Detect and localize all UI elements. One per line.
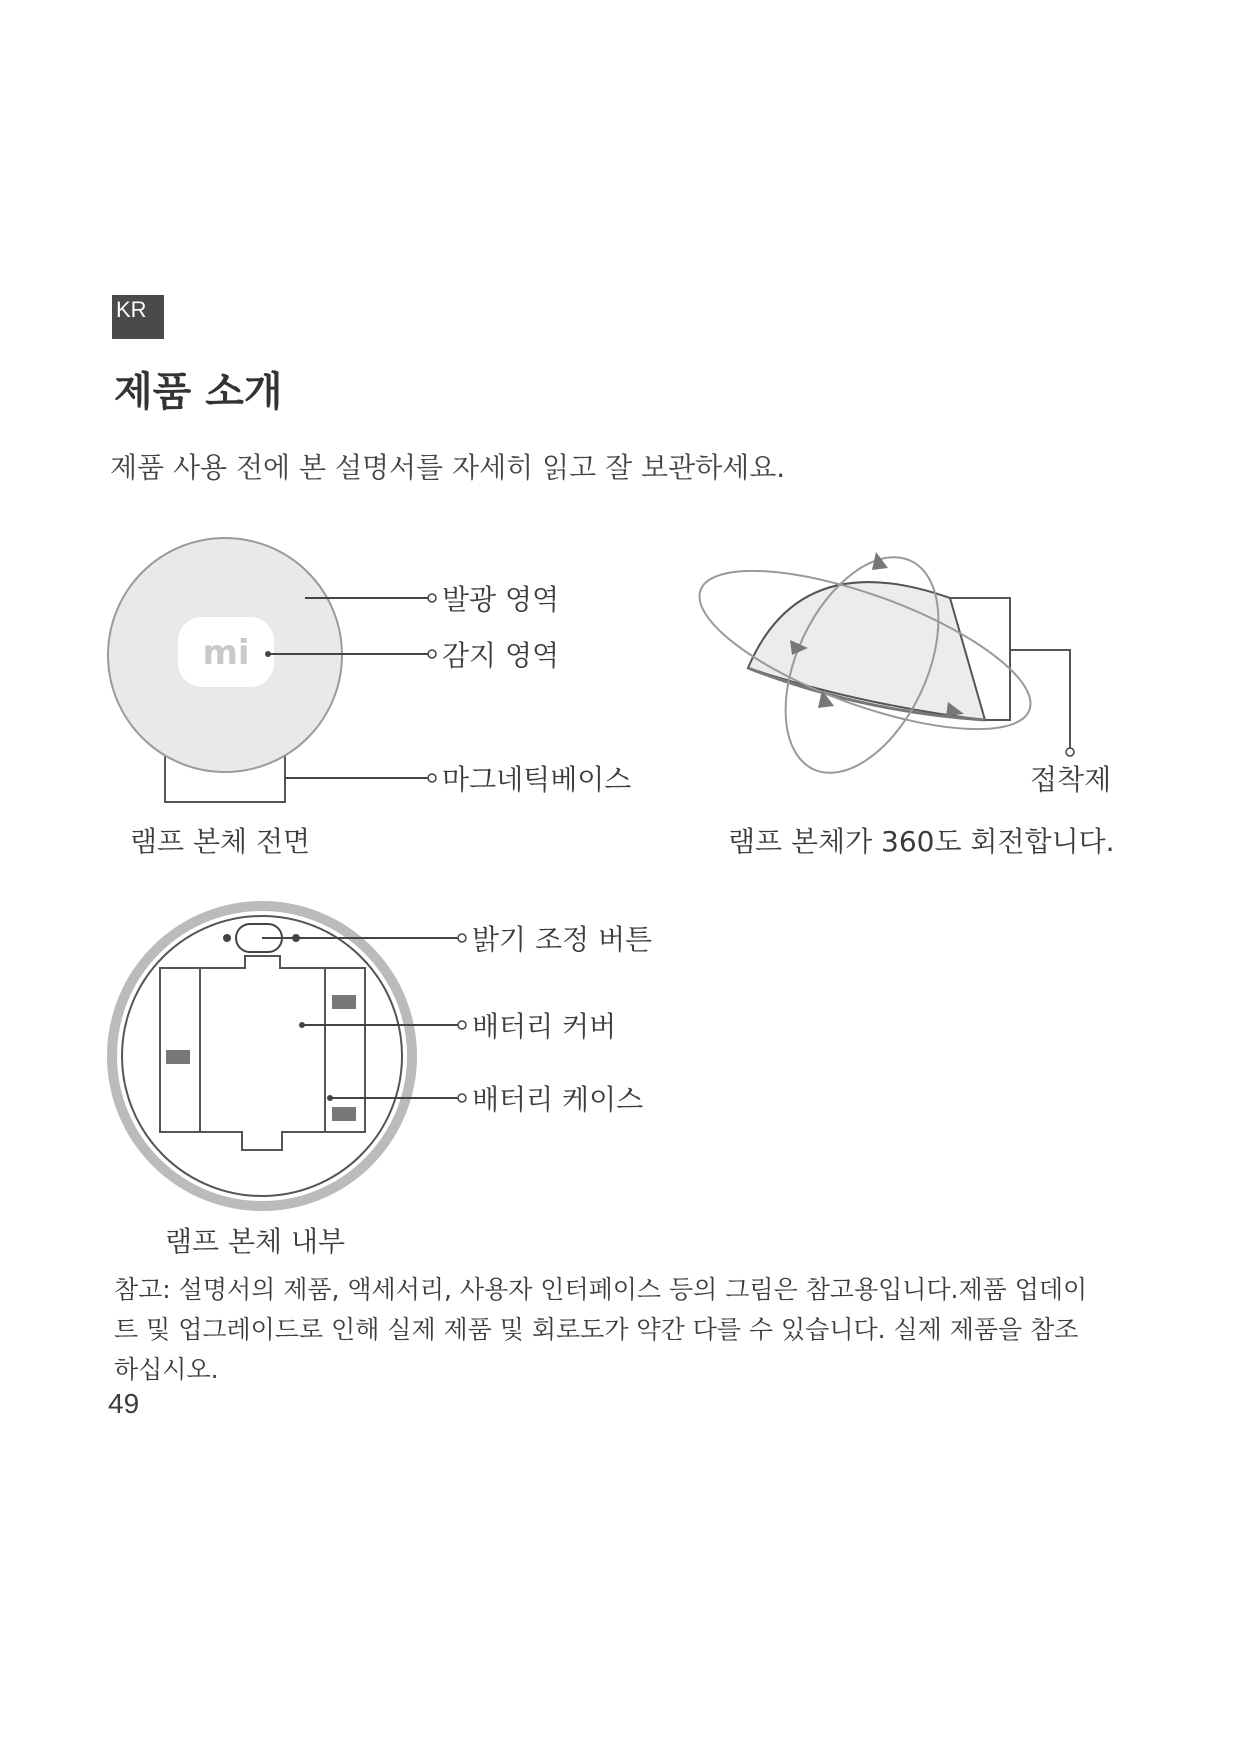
mi-logo-icon: mi (202, 633, 250, 673)
label-sensor-area: 감지 영역 (442, 639, 560, 672)
label-battery-cover: 배터리 커버 (472, 1010, 617, 1043)
label-adhesive: 접착제 (1030, 763, 1112, 796)
lamp-front-illustration (108, 538, 436, 802)
note-text: 참고: 설명서의 제품, 액세서리, 사용자 인터페이스 등의 그림은 참고용입니다.제품 업데이트 및 업그레이드로 인해 실제 제품 및 회로도가 약간 다를 수 있습니다. 실제 제품을 참조하십시오. (114, 1275, 1088, 1384)
caption-lamp-inner: 램프 본체 내부 (165, 1225, 346, 1258)
caption-lamp-front: 램프 본체 전면 (130, 825, 311, 858)
page-number: 49 (108, 1388, 140, 1419)
label-light-area: 발광 영역 (442, 583, 560, 616)
label-brightness-button: 밝기 조정 버튼 (472, 923, 653, 956)
label-magnetic-base: 마그네틱베이스 (442, 763, 632, 796)
caption-lamp-rotation: 램프 본체가 360도 회전합니다. (728, 825, 1115, 858)
lamp-side-illustration (682, 533, 1074, 796)
lamp-inner-illustration (112, 906, 466, 1206)
page-title: 제품 소개 (114, 369, 283, 415)
intro-text: 제품 사용 전에 본 설명서를 자세히 읽고 잘 보관하세요. (110, 451, 786, 484)
label-battery-case: 배터리 케이스 (472, 1083, 644, 1116)
language-badge: KR (112, 295, 164, 339)
